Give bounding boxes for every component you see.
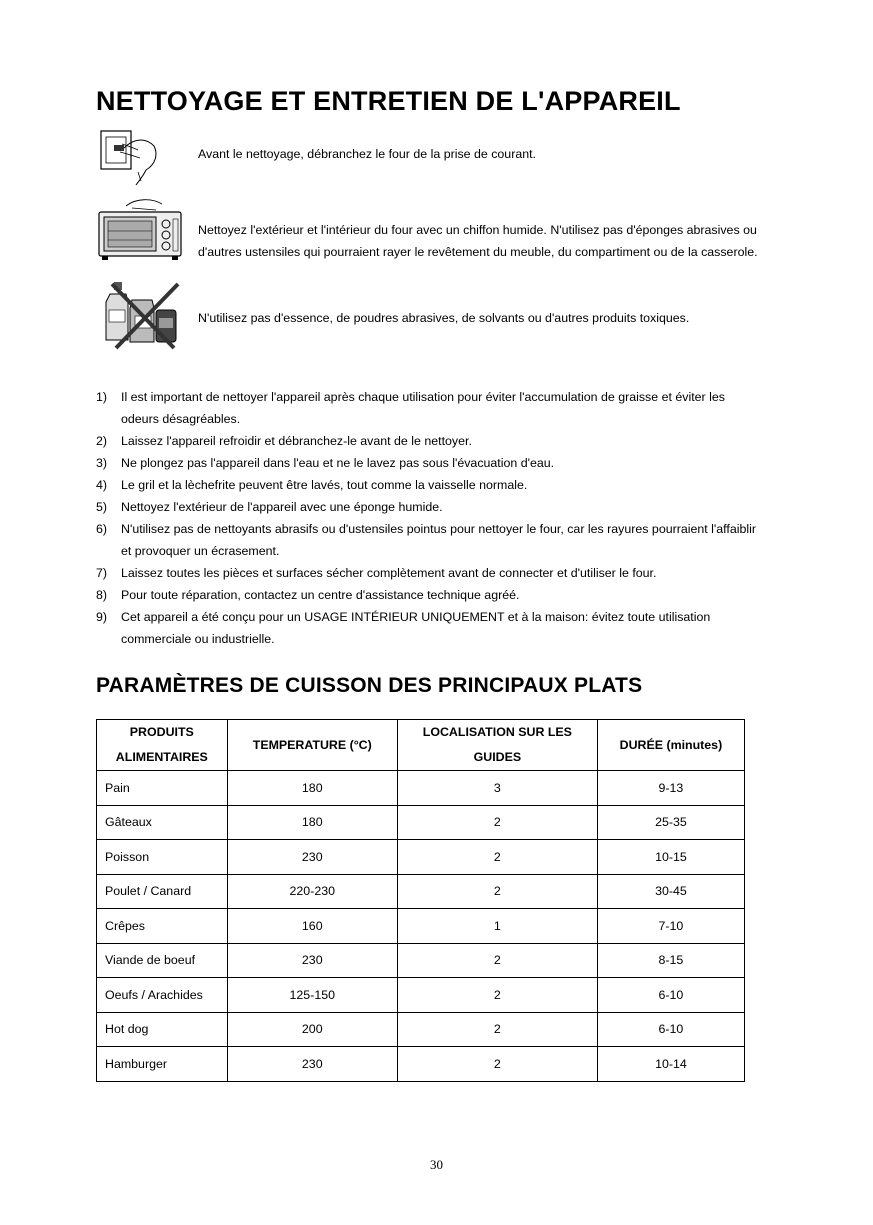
list-item: 5) Nettoyez l'extérieur de l'appareil avec une éponge humide. [96, 500, 443, 514]
list-item: 7) Laissez toutes les pièces et surfaces sécher complètement avant de connecter et d'utiliser le four. [96, 566, 657, 580]
list-item: 1) Il est important de nettoyer l'appareil après chaque utilisation pour éviter l'accumulation de graisse et éviter les odeurs désagréables. [96, 390, 725, 426]
header-temperature: TEMPERATURE (°C) [227, 720, 397, 771]
header-duration: DURÉE (minutes) [597, 720, 744, 771]
table-row: Poulet / Canard 220-230 2 30-45 [97, 874, 745, 909]
header-location: LOCALISATION SUR LES GUIDES [397, 720, 597, 771]
list-item: 6) N'utilisez pas de nettoyants abrasifs ou d'ustensiles pointus pour nettoyer le four, car les rayures pourraient l'affaiblir et provoquer un écrasement. [96, 522, 757, 558]
section-title-cooking: PARAMÈTRES DE CUISSON DES PRINCIPAUX PLATS [96, 674, 643, 697]
table-row: Viande de boeuf 230 2 8-15 [97, 943, 745, 978]
section-title-cleaning: NETTOYAGE ET ENTRETIEN DE L'APPAREIL [96, 86, 681, 116]
table-row: Crêpes 160 1 7-10 [97, 909, 745, 944]
unplug-icon [98, 128, 162, 186]
oven-cleaning-icon [96, 196, 184, 262]
page-number: 30 [430, 1157, 443, 1172]
list-item: 3) Ne plongez pas l'appareil dans l'eau et ne le lavez pas sous l'évacuation d'eau. [96, 456, 555, 470]
list-item: 4) Le gril et la lèchefrite peuvent être lavés, tout comme la vaisselle normale. [96, 478, 528, 492]
table-header-row [97, 720, 745, 771]
table-row: Hot dog 200 2 6-10 [97, 1012, 745, 1047]
table-row: Gâteaux 180 2 25-35 [97, 805, 745, 840]
instruction-unplug: Avant le nettoyage, débranchez le four de la prise de courant. [198, 147, 536, 161]
no-chemicals-icon [102, 280, 184, 352]
table-row: Poisson 230 2 10-15 [97, 840, 745, 875]
table-row: Oeufs / Arachides 125-150 2 6-10 [97, 978, 745, 1013]
list-item: 8) Pour toute réparation, contactez un centre d'assistance technique agréé. [96, 588, 520, 602]
table-row: Hamburger 230 2 10-14 [97, 1047, 745, 1082]
list-item: 9) Cet appareil a été conçu pour un USAGE INTÉRIEUR UNIQUEMENT et à la maison: évitez toute utilisation commerciale ou industrielle. [96, 610, 711, 646]
instruction-clean-oven: Nettoyez l'extérieur et l'intérieur du four avec un chiffon humide. N'utilisez pas d'éponges abrasives ou d'autres ustensiles qui pourraient rayer le revêtement du meuble, du compartiment ou de la casserole. [198, 223, 758, 259]
instruction-no-chemicals: N'utilisez pas d'essence, de poudres abrasives, de solvants ou d'autres produits toxiques. [198, 311, 690, 325]
cooking-parameters-table [96, 719, 745, 1082]
table-row: Pain 180 3 9-13 [97, 771, 745, 806]
list-item: 2) Laissez l'appareil refroidir et débranchez-le avant de le nettoyer. [96, 434, 472, 448]
cleaning-steps-list [96, 386, 786, 650]
header-products: PRODUITS ALIMENTAIRES [97, 720, 228, 771]
